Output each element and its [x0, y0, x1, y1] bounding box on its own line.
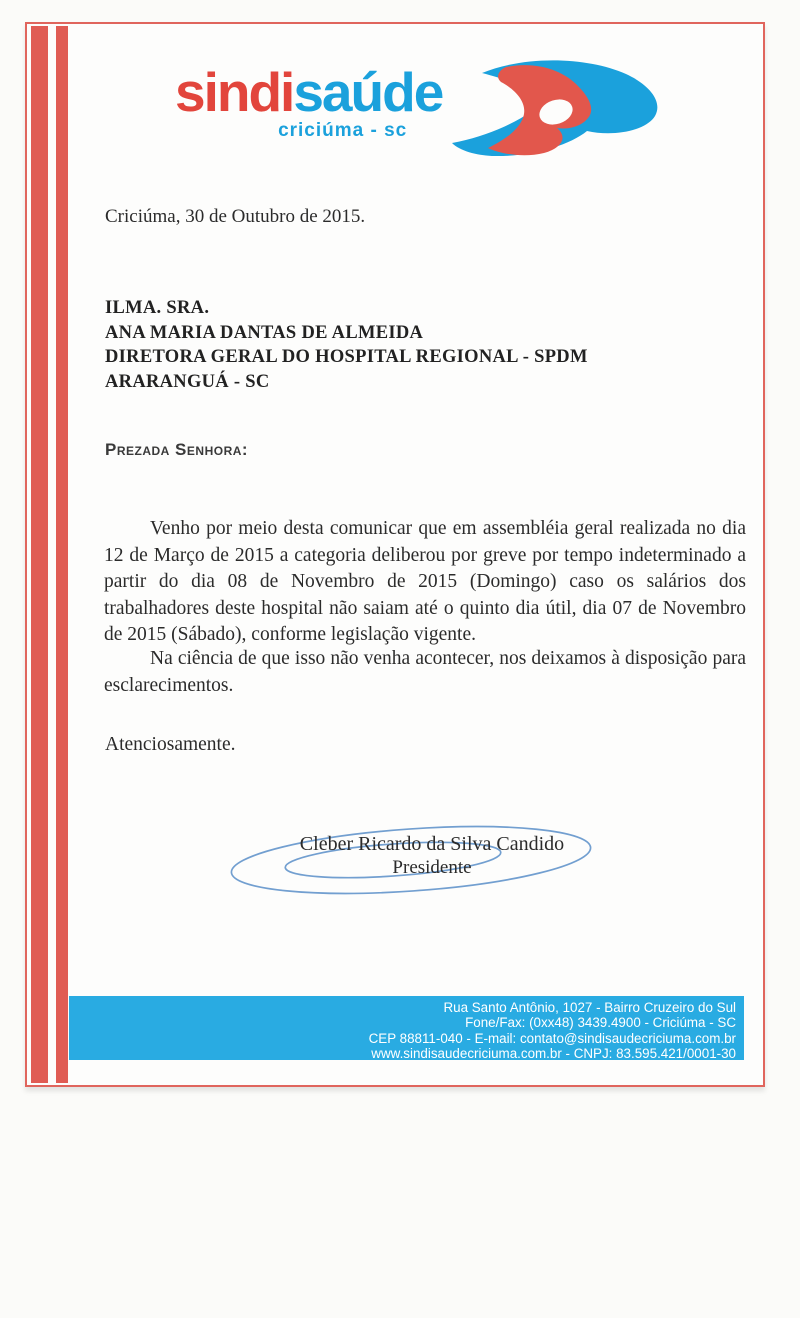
footer-address: Rua Santo Antônio, 1027 - Bairro Cruzeiro do Sul	[443, 1000, 736, 1015]
recipient-honorific: ILMA. SRA.	[105, 298, 210, 318]
date-line: Criciúma, 30 de Outubro de 2015.	[105, 206, 366, 227]
logo-brand-part-red: sindi	[175, 61, 294, 123]
recipient-name: ANA MARIA DANTAS DE ALMEIDA	[105, 322, 424, 343]
salutation: Prezada Senhora:	[105, 440, 249, 459]
closing-line: Atenciosamente.	[105, 734, 236, 755]
signature-block	[267, 832, 597, 880]
logo-brand-name	[175, 61, 443, 123]
letter-page	[25, 22, 765, 1087]
recipient-block	[105, 296, 588, 394]
sindisaude-logo	[175, 61, 662, 156]
recipient-role: DIRETORA GERAL DO HOSPITAL REGIONAL - SPDM	[105, 347, 588, 367]
logo-subtitle: criciúma - sc	[278, 119, 408, 141]
signatory-name: Cleber Ricardo da Silva Candido	[299, 833, 565, 855]
footer-contact-band	[69, 996, 744, 1060]
logo-wordmark	[175, 61, 443, 142]
footer-cep-email: CEP 88811-040 - E-mail: contato@sindisaudecriciuma.com.br	[368, 1030, 736, 1046]
footer-website-cnpj: www.sindisaudecriciuma.com.br - CNPJ: 83.595.421/0001-30	[371, 1046, 736, 1062]
logo-brand-part-blue: saúde	[293, 61, 443, 123]
body-paragraph-2: Na ciência de que isso não venha acontecer, nos deixamos à disposição para esclarecimentos.	[104, 648, 746, 696]
left-red-stripe-inner	[56, 26, 68, 1083]
recipient-city: ARARANGUÁ - SC	[105, 371, 270, 392]
body-paragraph-1: Venho por meio desta comunicar que em assembléia geral realizada no dia 12 de Março de 2015 a categoria deliberou por greve por tempo indeterminado a partir do dia 08 de Novembro de 2015 (Domingo) caso os salários dos trabalhadores deste hospital não saiam até o quinto dia útil, dia 07 de Novembro de 2015 (Sábado), conforme legislação vigente.	[104, 518, 746, 645]
signatory-title: Presidente	[392, 857, 472, 878]
swoosh-logo-icon	[450, 60, 662, 156]
footer-phone: Fone/Fax: (0xx48) 3439.4900 - Criciúma - SC	[465, 1015, 736, 1031]
left-red-stripe-outer	[31, 26, 48, 1083]
